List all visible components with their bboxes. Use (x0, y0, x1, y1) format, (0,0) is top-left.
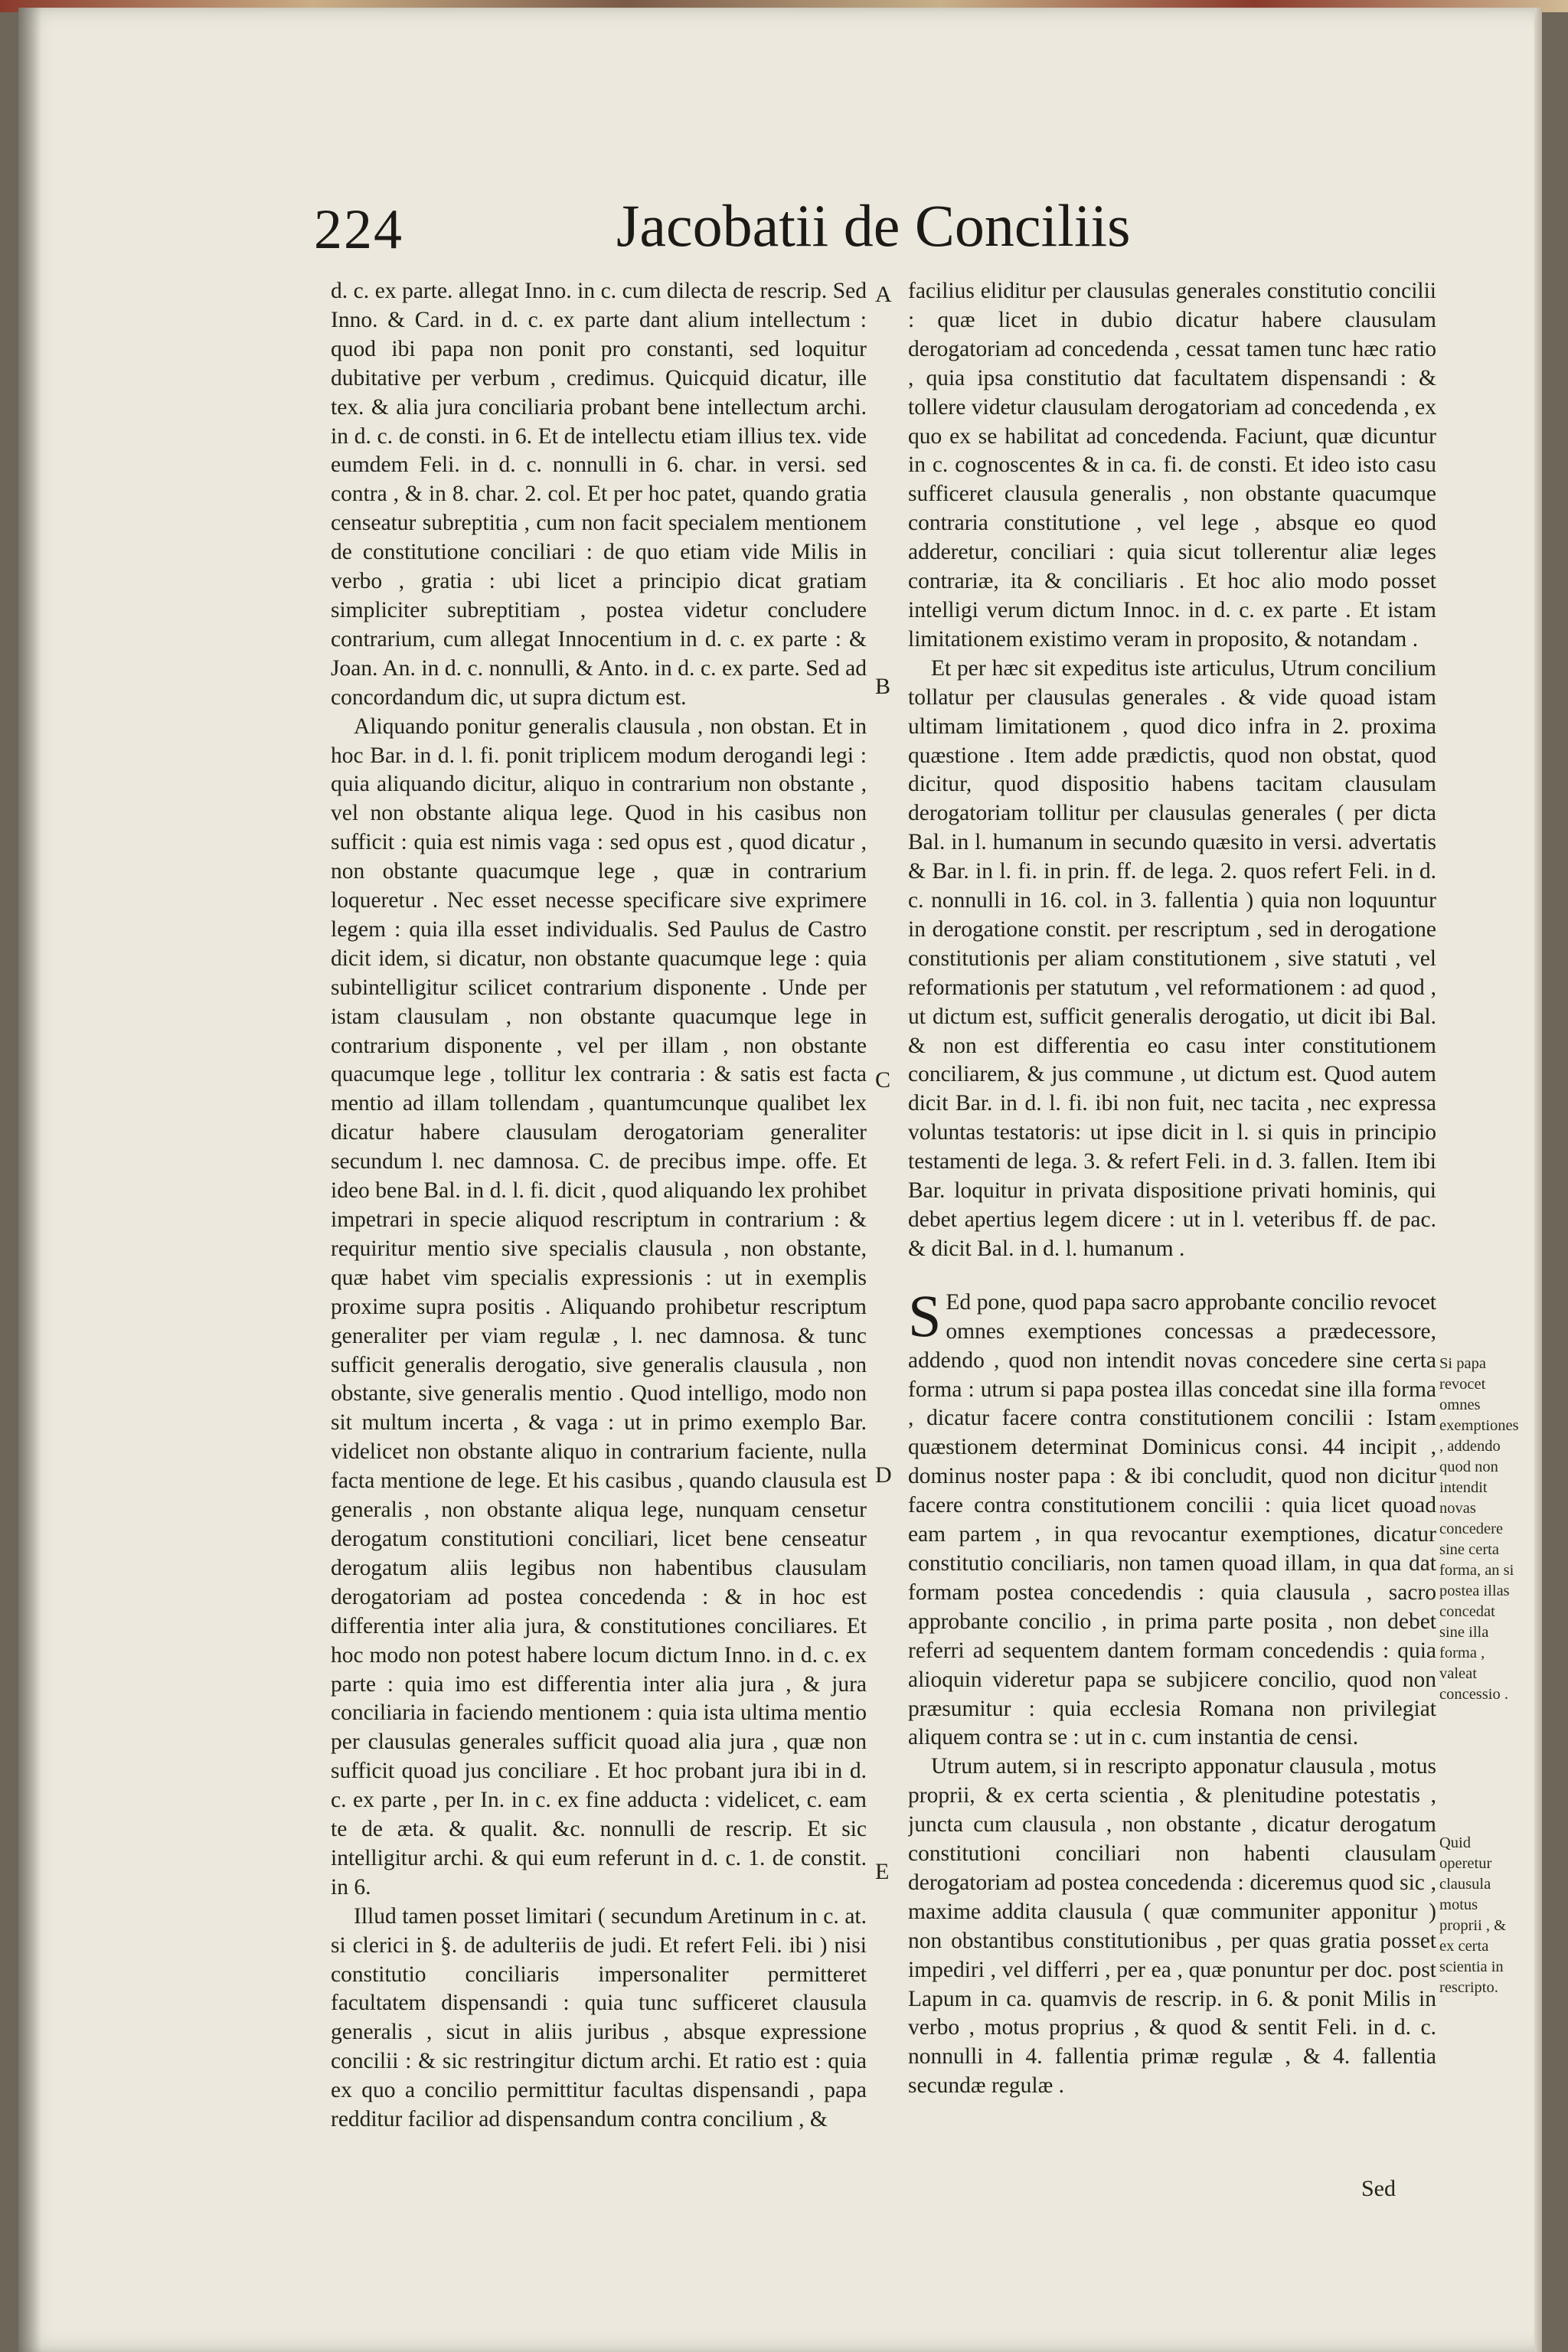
gutter-shadow (18, 8, 41, 2352)
section-marker-e: E (875, 1859, 890, 1884)
section-marker-d: D (875, 1462, 892, 1488)
left-paragraph-3: Illud tamen posset limitari ( secundum Aretinum in c. at. si clerici in §. de adulteriis de judi. Et refert Feli. ibi ) nisi constitutio conciliaris impersonaliter permitteret facultatem dispensandi : quia tunc sufficeret clausula generalis , sicut in aliis juribus , absque expressione concilii : & sic restringitur dictum archi. Et ratio est : quia ex quo a concilio permittitur facultas dispensandi , papa redditur facilior ad dispensandum contra concilium , & (331, 1903, 867, 2132)
right-paragraph-2: Et per hæc sit expeditus iste articulus, Utrum concilium tollatur per clausulas generales . & vide quoad istam ultimam limitationem , quod dico infra in 2. proxima quæstione . Item adde prædictis, quod non obstat, quod dicitur, quod dispositio habens tacitam clausulam derogatoriam tollitur per clausulas generales ( per dicta Bal. in l. humanum in secundo quæsito in versi. advertatis & Bar. in l. fi. in prin. ff. de lega. 2. quos refert Feli. in d. c. nonnulli in 16. col. in 3. fallentia ) quia non loquuntur in derogatione constit. per rescriptum , sed in derogatione constitutionis per aliam constitutionem , sive statuti , vel reformationis per statutum , vel reformationem : ad quod , ut dictum est, sufficit generalis derogatio, ut dicit ibi Bal. & non est differentia eo casu inter constitutionem conciliarem, & jus commune , ut dictum est. Quod autem dicit Bar. in d. l. fi. ibi non fuit, nec tacita , nec expressa voluntas testatoris: ut ipse dicit in l. si quis in principio testamenti de lega. 3. & refert Feli. in d. 3. fallen. Item ibi Bar. loquitur in privata dispositione privati hominis, qui debet apertius legem dicere : ut in l. veteribus ff. de pac. & dicit Bal. in d. l. humanum . (908, 655, 1436, 1261)
right-paragraph-3: Ed pone, quod papa sacro approbante concilio revocet omnes exemptiones concessas a prædecessore, addendo , quod non intendit novas concedere sine certa forma : utrum si papa postea illas concedat sine illa forma , dicatur facere contra constitutionem concilii : Istam quæstionem determinat Dominicus consi. 44 incipit , dominus noster papa : & ibi concludit, quod non dicitur facere contra constitutionem concilii : quia licet quoad eam partem , in qua revocantur exemptiones, dicatur constitutio conciliaris, non tamen quoad illam, in qua dat formam postea concedendis : quia clausula , sacro approbante concilio , in prima parte posita , non debet referri ad sequentem dantem formam concedendis : quia alioquin videretur papa se subjicere concilio, quod non præsumitur : quia ecclesia Romana non privilegiat aliquem contra se : ut in c. cum instantia de censi. (908, 1289, 1436, 1750)
right-paragraph-3-container (908, 1282, 1436, 1753)
left-column (331, 277, 867, 2237)
marginal-note-2: Quid operetur clausula motus proprii , & ex certa scientia in rescripto. (1439, 1834, 1507, 1996)
left-paragraph-2: Aliquando ponitur generalis clausula , non obstan. Et in hoc Bar. in d. l. fi. ponit triplicem modum derogandi legi : quia aliquando dicitur, aliquo in contrarium non obstante , vel non obstante aliqua lege. Quod in his casibus non sufficit : quia est nimis vaga : sed opus est , quod dicatur , non obstante quacumque lege , quæ in contrarium loqueretur . Nec esset necesse specificare sive exprimere legem : quia illa esset individualis. Sed Paulus de Castro dicit idem, si dicatur, non obstante quacumque lege : quia subintelligitur scilicet contrarium disponente . Unde per istam clausulam , non obstante quacumque lege in contrarium disponente , vel per illam , non obstante quacumque lege , tollitur lex contraria : & satis est facta mentio ad illam tollendam , quantumcunque qualibet lex dicatur habere clausulam derogatoriam generaliter secundum l. nec damnosa. C. de precibus impe. offe. Et ideo bene Bal. in d. l. fi. dicit , quod aliquando lex prohibet impetrari in specie aliquod rescriptum in contrarium : & requiritur mentio sive specialis clausula , non obstante, quæ habet vim specialis expressionis : ut in exemplis proxime supra positis . Aliquando prohibetur rescriptum generaliter per viam regulæ , l. nec damnosa. & tunc sufficit generalis derogatio, sive generalis clausula , non obstante, sive generalis mentio . Quod intelligo, modo non sit multum incerta , & vaga : ut in primo exemplo Bar. videlicet non obstante aliquo in contrarium faciente, nulla facta mentione de lege. Et his casibus , quando clausula est generalis , non obstante aliqua lege, nunquam censetur derogatum constitutioni conciliari, licet bene censeatur derogatum aliis legibus non habentibus clausulam derogatoriam ad postea concedenda : & in hoc est differentia inter alia jura, & constitutiones conciliares. Et hoc modo non potest habere locum dictum Inno. in d. c. ex parte : quia imo est differentia inter alia jura , & jura conciliaria in faciendo mentionem : quia ista ultima mentio per clausulas generales sufficit quoad alia jura , quæ non sufficit quoad jus conciliare . Et hoc probant jura ibi in d. c. ex parte , per In. in c. ex fine adducta : videlicet, c. eam te de æta. & qualit. &c. nonnulli de rescrip. Et sic intelligitur archi. & qui eum referunt in d. c. 1. de constit. in 6. (331, 714, 867, 1900)
right-paragraph-4: Utrum autem, si in rescripto apponatur clausula , motus proprii, & ex certa scientia , & plenitudine potestatis , juncta cum clausula , non obstante , dicatur derogatum constitutioni conciliari non habenti clausulam derogatoriam ad postea concedenda : diceremus quod sic , maxime addita clausula ( quæ communiter apponitur ) non obstantibus constitutionibus , per quas gratia posset impediri , vel differri , per ea , quæ ponuntur per doc. post Lapum in ca. quamvis de rescrip. in 6. & ponit Milis in verbo , motus proprius , & quod & sentit Feli. in d. c. nonnulli in 4. fallentia primæ regulæ , & 4. fallentia secundæ regulæ . (908, 1754, 1436, 2099)
page-edge (1534, 8, 1542, 2352)
section-marker-b: B (875, 674, 891, 699)
right-paragraph-1: facilius eliditur per clausulas generales constitutio concilii : quæ licet in dubio dicatur habere clausulam derogatoriam ad concedenda , cessat tamen tunc hæc ratio , quia ipsa constitutio dat facultatem dispensandi : & tollere videtur clausulam derogatoriam ad concedenda , ex quo ex se habilitat ad concedenda. Faciunt, quæ dicuntur in c. cognoscentes & in ca. fi. de consti. Et ideo isto casu sufficeret clausula generalis , non obstante quacumque contraria constitutione , vel lege , absque eo quod adderetur, conciliari : quia sicut tollerentur aliæ leges contrariæ, ita & conciliaris . Et hoc alio modo posset intelligi verum dictum Innoc. in d. c. ex parte . Et istam limitationem existimo veram in proposito, & notandam . (908, 279, 1436, 652)
page-header (314, 191, 1233, 276)
right-column (908, 277, 1436, 2237)
catchword: Sed (1361, 2176, 1396, 2201)
running-title: Jacobatii de Conciliis (616, 192, 1131, 259)
section-marker-c: C (875, 1067, 891, 1093)
left-paragraph-1: d. c. ex parte. allegat Inno. in c. cum dilecta de rescrip. Sed Inno. & Card. in d. c. ex parte dant alium intellectum : quod ibi papa non ponit pro constanti, sed loquitur dubitative per verbum , credimus. Quicquid dicatur, ille tex. & alia jura conciliaria probant bene intellectum archi. in d. c. de consti. in 6. Et de intellectu etiam illius tex. vide eumdem Feli. in d. c. nonnulli in 6. char. in versi. sed contra , & in 8. char. 2. col. Et per hoc patet, quando gratia censeatur subreptitia , cum non facit specialem mentionem de constitutione conciliari : de quo etiam vide Milis in verbo , gratia : ubi licet a principio dicat gratiam simpliciter subreptitiam , postea videtur concludere contrarium, cum allegat Innocentium in d. c. ex parte : & Joan. An. in d. c. nonnulli, & Anto. in d. c. ex parte. Sed ad concordandum dic, ut supra dictum est. (331, 279, 867, 710)
page-number: 224 (314, 198, 403, 261)
drop-cap: S (908, 1282, 942, 1349)
section-marker-a: A (875, 282, 892, 307)
marginal-note-1: Si papa revocet omnes exemptiones , addendo quod non intendit novas concedere sine certa forma, an si postea illas concedat sine illa forma , valeat concessio . (1439, 1355, 1519, 1703)
